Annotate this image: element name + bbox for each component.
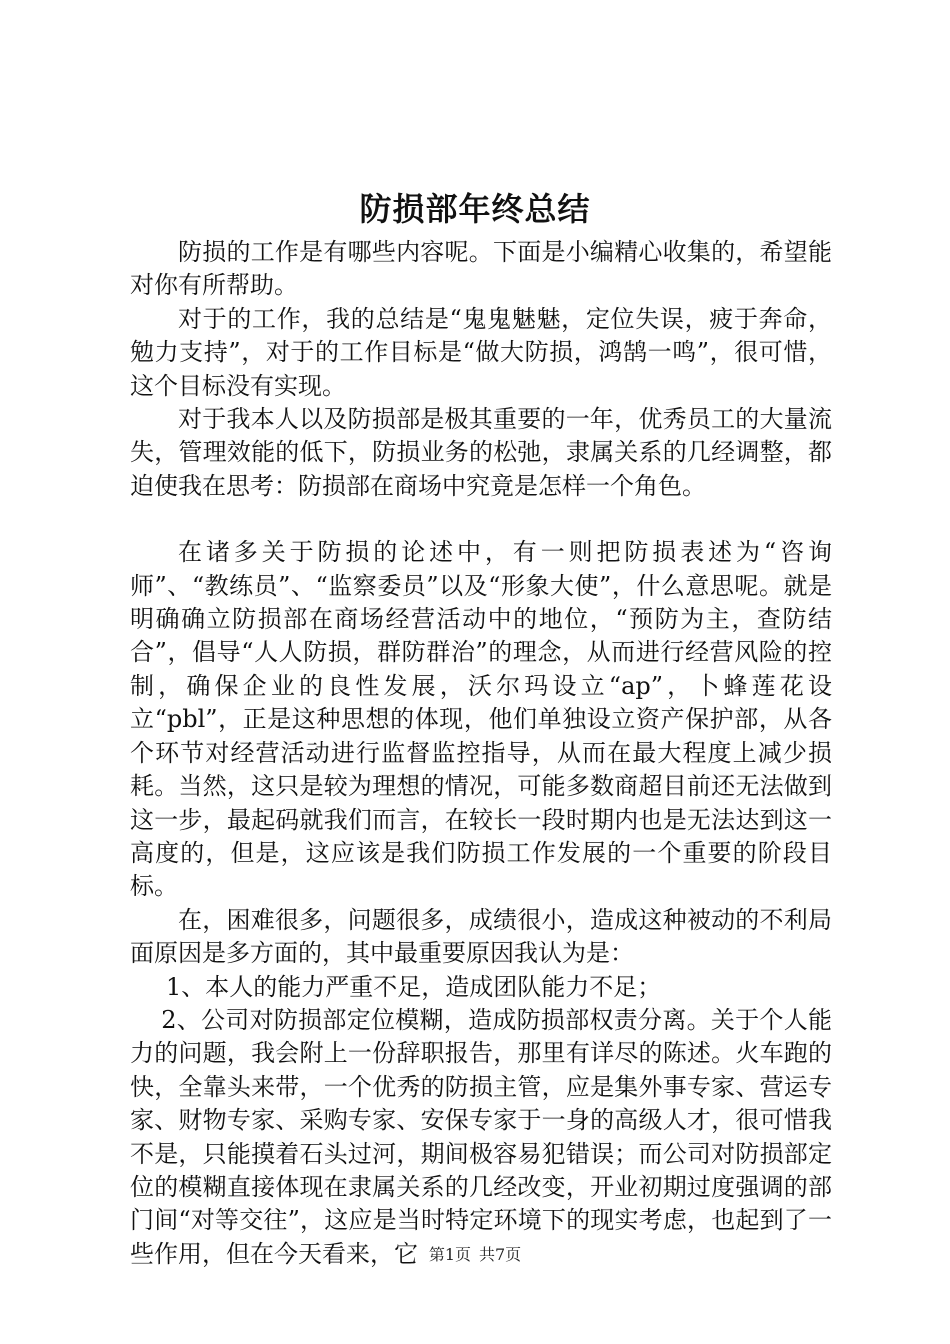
paragraph-reflection: 对于我本人以及防损部是极其重要的一年，优秀员工的大量流失，管理效能的低下，防损业务的松弛，隶属关系的几经调整，都迫使我在思考：防损部在商场中究竟是怎样一个角色。 <box>130 405 832 500</box>
document-body <box>130 236 832 1271</box>
page-total: 共7页 <box>479 1245 522 1264</box>
page-footer <box>0 1243 950 1267</box>
document-title: 防损部年终总结 <box>359 190 591 228</box>
paragraph-loss-prevention-role: 在诸多关于防损的论述中，有一则把防损表述为“咨询师”、“教练员”、“监察委员”以及“形象大使”，什么意思呢。就是明确确立防损部在商场经营活动中的地位，“预防为主，查防结合”，倡导“人人防损，群防群治”的理念，从而进行经营风险的控制，确保企业的良性发展，沃尔玛设立“ap”，卜蜂莲花设立“pbl”，正是这种思想的体现，他们单独设立资产保护部，从各个环节对经营活动进行监督监控指导，从而在最大程度上减少损耗。当然，这只是较为理想的情况，可能多数商超目前还无法做到这一步，最起码就我们而言，在较长一段时期内也是无法达到这一高度的，但是，这应该是我们防损工作发展的一个重要的阶段目标。 <box>130 538 832 901</box>
page-number: 第1页 <box>428 1245 471 1264</box>
paragraph-summary: 对于的工作，我的总结是“鬼鬼魅魅，定位失误，疲于奔命，勉力支持”，对于的工作目标是“做大防损，鸿鹄一鸣”，很可惜，这个目标没有实现。 <box>130 304 832 400</box>
paragraph-intro: 防损的工作是有哪些内容呢。下面是小编精心收集的，希望能对你有所帮助。 <box>130 238 832 300</box>
paragraph-reason-1: 1、本人的能力严重不足，造成团队能力不足； <box>166 972 662 1001</box>
paragraph-difficulties: 在，困难很多，问题很多，成绩很小，造成这种被动的不利局面原因是多方面的，其中最重要原因我认为是： <box>130 905 832 968</box>
paragraph-reason-2: 2、公司对防损部定位模糊，造成防损部权责分离。关于个人能力的问题，我会附上一份辞职报告，那里有详尽的陈述。火车跑的快，全靠头来带，一个优秀的防损主管，应是集外事专家、营运专家、财物专家、采购专家、安保专家于一身的高级人才，很可惜我不是，只能摸着石头过河，期间极容易犯错误；而公司对防损部定位的模糊直接体现在隶属关系的几经改变，开业初期过度强调的部门间“对等交往”，这应是当时特定环境下的现实考虑，也起到了一些作用，但在今天看来，它 <box>130 1005 832 1268</box>
